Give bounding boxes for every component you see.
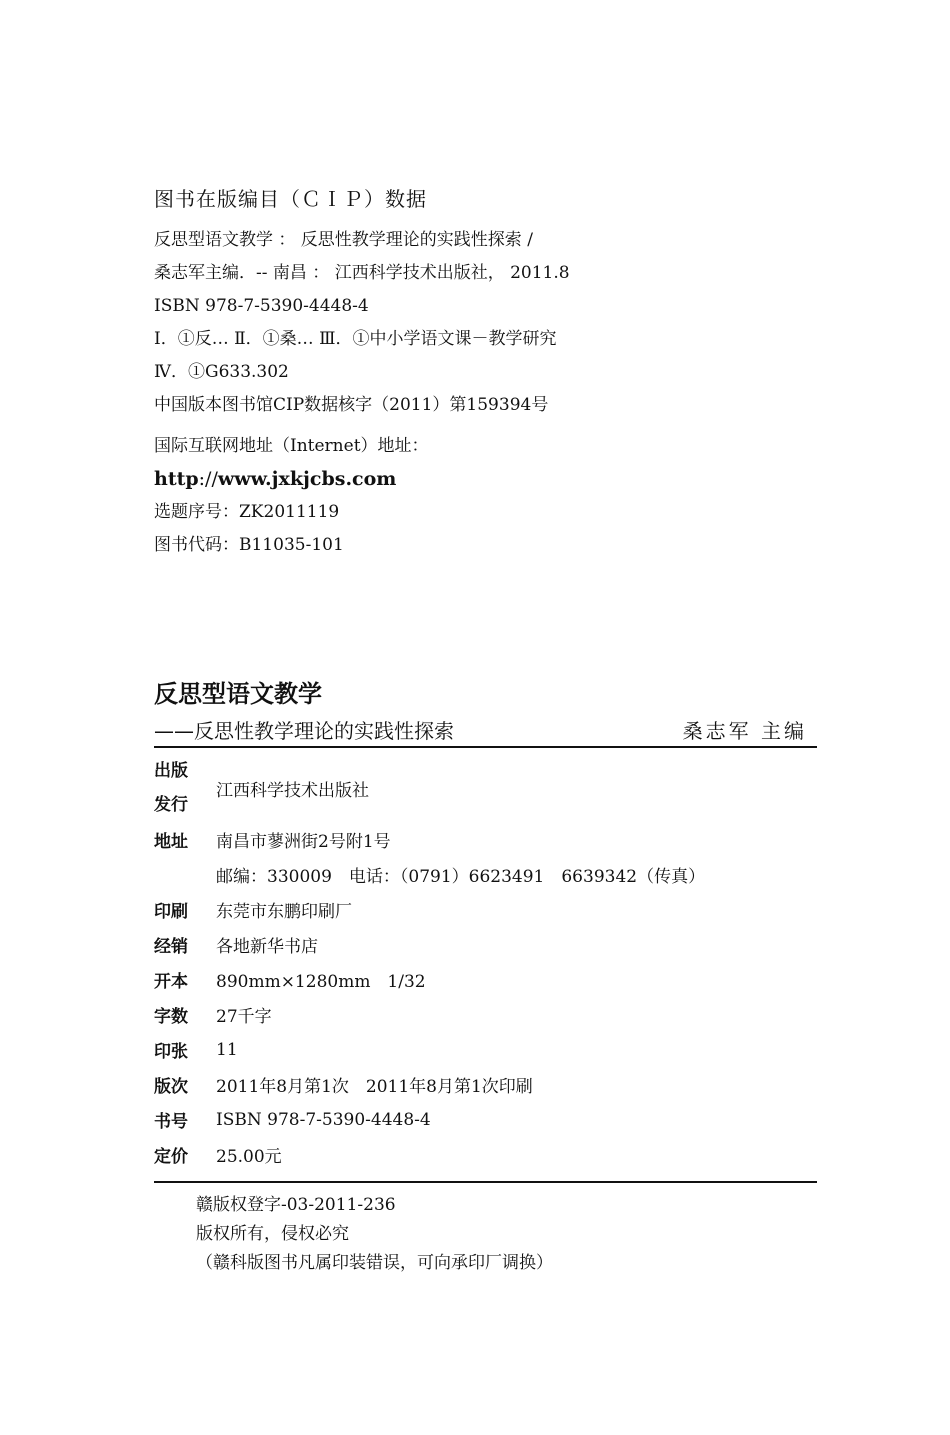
info-value-edition: 2011年8月第1次 2011年8月第1次印刷 <box>216 1077 533 1097</box>
cip-line-title: 反思型语文教学 ： 反思性教学理论的实践性探索 / <box>154 230 533 250</box>
info-value-publisher: 江西科学技术出版社 <box>216 780 369 801</box>
info-value-distributor: 各地新华书店 <box>216 937 318 957</box>
info-row-words <box>154 997 817 1032</box>
topic-number: 选题序号：ZK2011119 <box>154 502 340 522</box>
info-key-printer: 印刷 <box>154 902 188 922</box>
info-key-price: 定价 <box>154 1147 188 1167</box>
info-key-distributor: 经销 <box>154 937 188 957</box>
info-row-address <box>154 822 817 857</box>
info-row-price <box>154 1137 817 1172</box>
info-row-contact <box>154 857 817 892</box>
book-subtitle: ——反思性教学理论的实践性探索 <box>154 719 454 743</box>
info-key-publisher-2: 发行 <box>154 795 188 815</box>
info-row-sheets <box>154 1032 817 1067</box>
copyright-registration: 赣版权登字-03-2011-236 <box>196 1195 396 1215</box>
info-row-distributor <box>154 927 817 962</box>
info-row-edition <box>154 1067 817 1102</box>
info-value-price: 25.00元 <box>216 1147 282 1167</box>
cip-line-editor: 桑志军主编．-- 南昌 ： 江西科学技术出版社， 2011.8 <box>154 263 570 283</box>
cip-line-clc: Ⅳ．①G633.302 <box>154 362 289 382</box>
info-row-isbn <box>154 1102 817 1137</box>
cip-title: 图书在版编目（ＣＩＰ）数据 <box>154 187 427 211</box>
internet-label: 国际互联网地址（Internet）地址： <box>154 436 429 456</box>
info-value-format: 890mm×1280mm 1/32 <box>216 972 426 992</box>
info-key-format: 开本 <box>154 972 188 992</box>
cip-line-classification: Ⅰ．①反… Ⅱ．①桑… Ⅲ．①中小学语文课－教学研究 <box>154 329 557 349</box>
info-row-publisher <box>154 754 817 822</box>
info-row-format <box>154 962 817 997</box>
info-key-publisher <box>154 754 216 822</box>
cip-line-record: 中国版本图书馆CIP数据核字（2011）第159394号 <box>154 395 549 415</box>
info-key-publisher-1: 出版 <box>154 761 188 781</box>
url-host: www.jxkjcbs.com <box>217 468 397 490</box>
url-protocol: http <box>154 468 199 490</box>
colophon-block <box>154 676 817 1278</box>
info-value-address: 南昌市蓼洲街2号附1号 <box>216 832 391 852</box>
publication-info <box>154 748 817 1172</box>
book-code: 图书代码：B11035-101 <box>154 535 344 555</box>
replacement-note: （赣科版图书凡属印装错误，可向承印厂调换） <box>196 1253 553 1273</box>
info-value-isbn: ISBN 978-7-5390-4448-4 <box>216 1109 431 1130</box>
cip-data-block <box>154 184 834 562</box>
copyright-reserved: 版权所有，侵权必究 <box>196 1224 349 1244</box>
info-value-contact: 邮编：330009 电话：（0791）6623491 6639342（传真） <box>216 867 706 887</box>
info-key-address: 地址 <box>154 832 188 852</box>
copyright-notes <box>154 1183 817 1278</box>
url-separator: :// <box>198 468 218 490</box>
book-title: 反思型语文教学 <box>154 679 322 708</box>
info-value-words: 27千字 <box>216 1007 272 1027</box>
spacer <box>154 422 834 430</box>
cip-line-isbn: ISBN 978-7-5390-4448-4 <box>154 296 369 316</box>
info-key-words: 字数 <box>154 1007 188 1027</box>
book-editor: 桑志军 主编 <box>682 719 807 743</box>
info-key-edition: 版次 <box>154 1077 188 1097</box>
subtitle-row <box>154 712 817 748</box>
info-key-isbn: 书号 <box>154 1112 188 1132</box>
info-row-printer <box>154 892 817 927</box>
publisher-url[interactable] <box>154 463 834 496</box>
info-key-sheets: 印张 <box>154 1042 188 1062</box>
info-value-sheets: 11 <box>216 1039 238 1060</box>
info-value-printer: 东莞市东鹏印刷厂 <box>216 902 352 922</box>
